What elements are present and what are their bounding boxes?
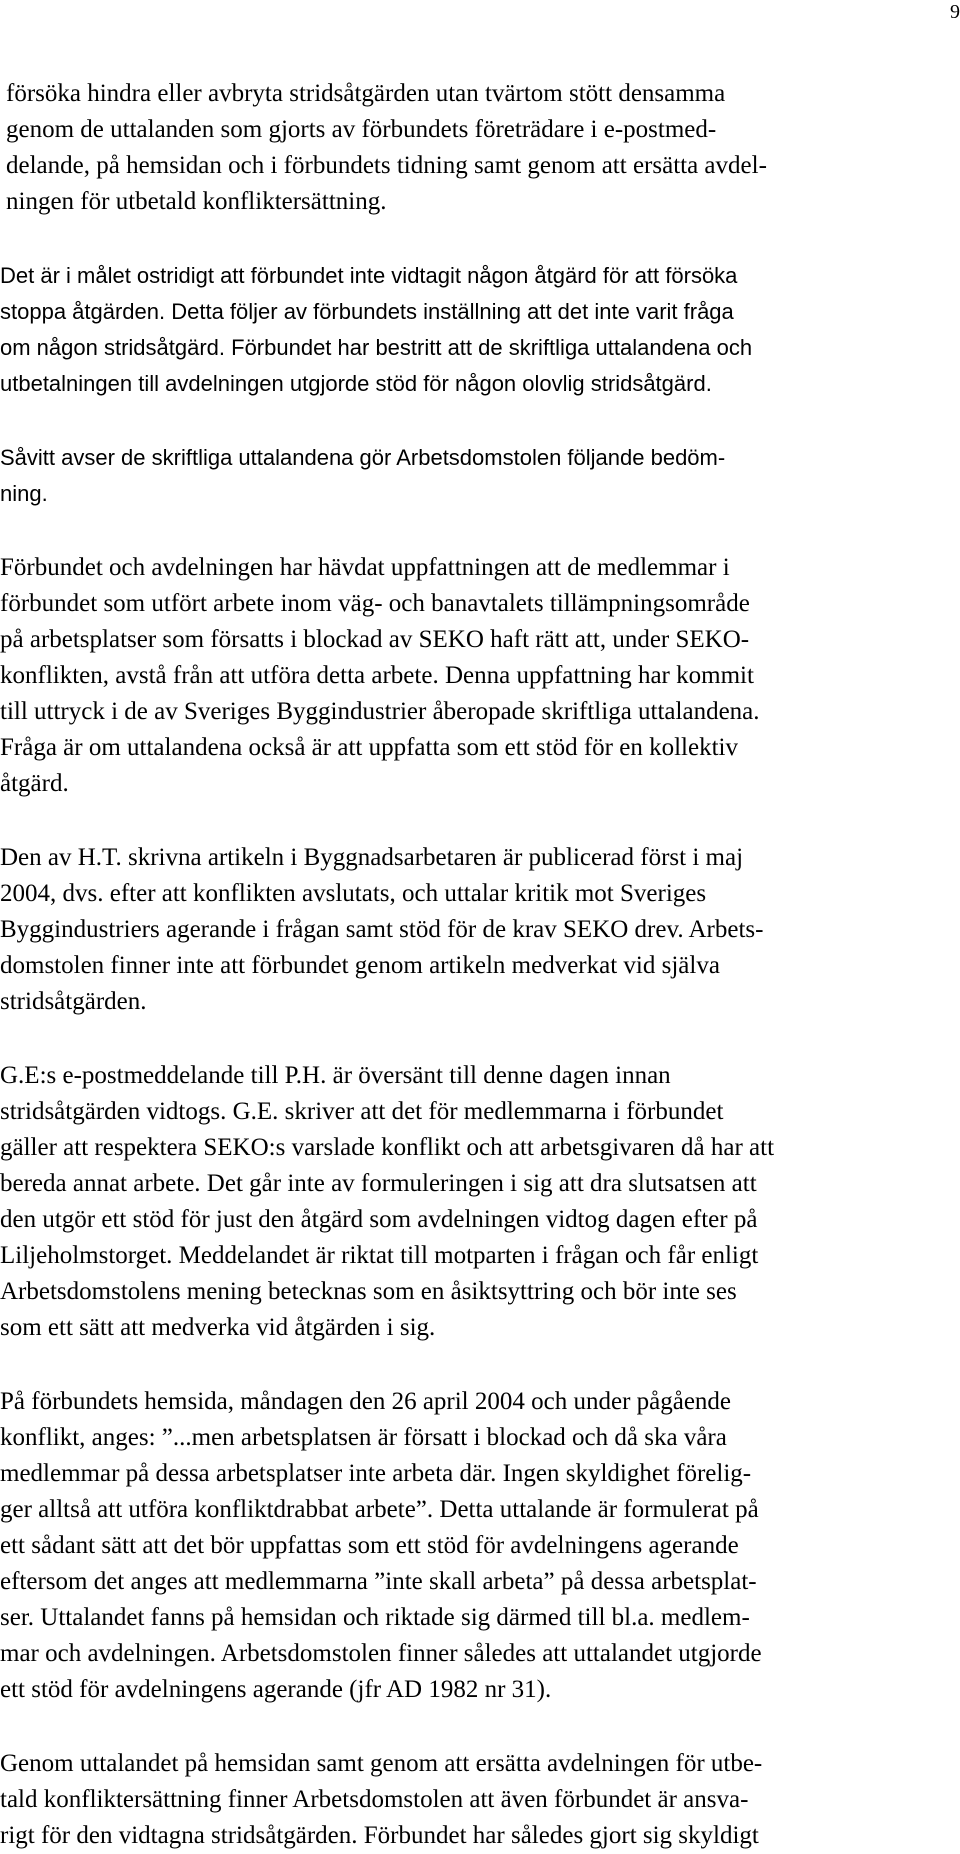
text-line: Arbetsdomstolens mening betecknas som en åsiktsyttring och bör inte ses	[0, 1278, 737, 1305]
text-line: ger alltså att utföra konfliktdrabbat arbete”. Detta uttalande är formulerat på	[0, 1496, 759, 1523]
text-line: ning.	[0, 481, 48, 506]
text-line: utbetalningen till avdelningen utgjorde stöd för någon olovlig stridsåtgärd.	[0, 371, 712, 396]
text-line: domstolen finner inte att förbundet genom artikeln medverkat vid själva	[0, 952, 720, 979]
text-line: åtgärd.	[0, 770, 69, 797]
document-body	[0, 76, 960, 1854]
text-line: rigt för den vidtagna stridsåtgärden. Förbundet har således gjort sig skyldigt	[0, 1822, 759, 1849]
text-line: Fråga är om uttalandena också är att uppfatta som ett stöd för en kollektiv	[0, 734, 738, 761]
text-line: Förbundet och avdelningen har hävdat uppfattningen att de medlemmar i	[0, 554, 730, 581]
text-line: gäller att respektera SEKO:s varslade konflikt och att arbetsgivaren då har att	[0, 1134, 775, 1161]
paragraph-spacer	[0, 1020, 960, 1058]
paragraph-spacer	[0, 512, 960, 550]
text-line: förbundet som utfört arbete inom väg- och banavtalets tillämpningsområde	[0, 590, 750, 617]
text-line: stridsåtgärden vidtogs. G.E. skriver att det för medlemmarna i förbundet	[0, 1098, 724, 1125]
page-number: 9	[950, 1, 960, 23]
text-line: Det är i målet ostridigt att förbundet inte vidtagit någon åtgärd för att försöka	[0, 263, 738, 288]
text-line: om någon stridsåtgärd. Förbundet har bestritt att de skriftliga uttalandena och	[0, 335, 753, 360]
text-line: medlemmar på dessa arbetsplatser inte arbeta där. Ingen skyldighet förelig-	[0, 1460, 752, 1487]
paragraph-union-statements	[6, 76, 960, 220]
text-line: stoppa åtgärden. Detta följer av förbundets inställning att det inte varit fråga	[0, 299, 734, 324]
text-line: Genom uttalandet på hemsidan samt genom att ersätta avdelningen för utbe-	[0, 1750, 763, 1777]
text-line: försöka hindra eller avbryta stridsåtgärden utan tvärtom stött densamma	[6, 80, 726, 107]
text-line: ningen för utbetald konfliktersättning.	[6, 188, 387, 215]
text-line: delande, på hemsidan och i förbundets tidning samt genom att ersätta avdel-	[6, 152, 767, 179]
text-line: på arbetsplatser som försatts i blockad av SEKO haft rätt att, under SEKO-	[0, 626, 750, 653]
text-line: G.E:s e-postmeddelande till P.H. är översänt till denne dagen innan	[0, 1062, 671, 1089]
paragraph-conclusion	[0, 1746, 960, 1854]
text-line: 2004, dvs. efter att konflikten avslutats, och uttalar kritik mot Sveriges	[0, 880, 707, 907]
text-line: ett stöd för avdelningens agerande (jfr AD 1982 nr 31).	[0, 1676, 552, 1703]
text-line: till uttryck i de av Sveriges Byggindustrier åberopade skriftliga uttalandena.	[0, 698, 760, 725]
paragraph-assessment-intro	[0, 440, 960, 512]
text-line: mar och avdelningen. Arbetsdomstolen finner således att uttalandet utgjorde	[0, 1640, 762, 1667]
paragraph-union-position	[0, 550, 960, 802]
text-line: På förbundets hemsida, måndagen den 26 april 2004 och under pågående	[0, 1388, 732, 1415]
paragraph-website-statement	[0, 1384, 960, 1708]
text-line: konflikt, anges: ”...men arbetsplatsen är försatt i blockad och då ska våra	[0, 1424, 727, 1451]
text-line: Såvitt avser de skriftliga uttalandena gör Arbetsdomstolen följande bedöm-	[0, 445, 726, 470]
paragraph-spacer	[0, 1708, 960, 1746]
text-line: Liljeholmstorget. Meddelandet är riktat till motparten i frågan och får enligt	[0, 1242, 759, 1269]
text-line: den utgör ett stöd för just den åtgärd som avdelningen vidtog dagen efter på	[0, 1206, 758, 1233]
text-line: som ett sätt att medverka vid åtgärden i sig.	[0, 1314, 436, 1341]
text-line: konflikten, avstå från att utföra detta arbete. Denna uppfattning har kommit	[0, 662, 754, 689]
text-line: tald konfliktersättning finner Arbetsdomstolen att även förbundet är ansva-	[0, 1786, 749, 1813]
paragraph-spacer	[0, 1346, 960, 1384]
text-line: stridsåtgärden.	[0, 988, 147, 1015]
text-line: genom de uttalanden som gjorts av förbundets företrädare i e-postmed-	[6, 116, 717, 143]
paragraph-spacer	[0, 802, 960, 840]
text-line: Byggindustriers agerande i frågan samt stöd för de krav SEKO drev. Arbets-	[0, 916, 764, 943]
text-line: Den av H.T. skrivna artikeln i Byggnadsarbetaren är publicerad först i maj	[0, 844, 744, 871]
paragraph-byggnadsarbetaren-article	[0, 840, 960, 1020]
text-line: ett sådant sätt att det bör uppfattas som ett stöd för avdelningens agerande	[0, 1532, 739, 1559]
text-line: bereda annat arbete. Det går inte av formuleringen i sig att dra slutsatsen att	[0, 1170, 757, 1197]
text-line: eftersom det anges att medlemmarna ”inte skall arbeta” på dessa arbetsplat-	[0, 1568, 757, 1595]
paragraph-spacer	[0, 402, 960, 440]
paragraph-spacer	[0, 220, 960, 258]
paragraph-email-message	[0, 1058, 960, 1346]
text-line: ser. Uttalandet fanns på hemsidan och riktade sig därmed till bl.a. medlem-	[0, 1604, 750, 1631]
paragraph-undisputed-no-action	[0, 258, 960, 402]
